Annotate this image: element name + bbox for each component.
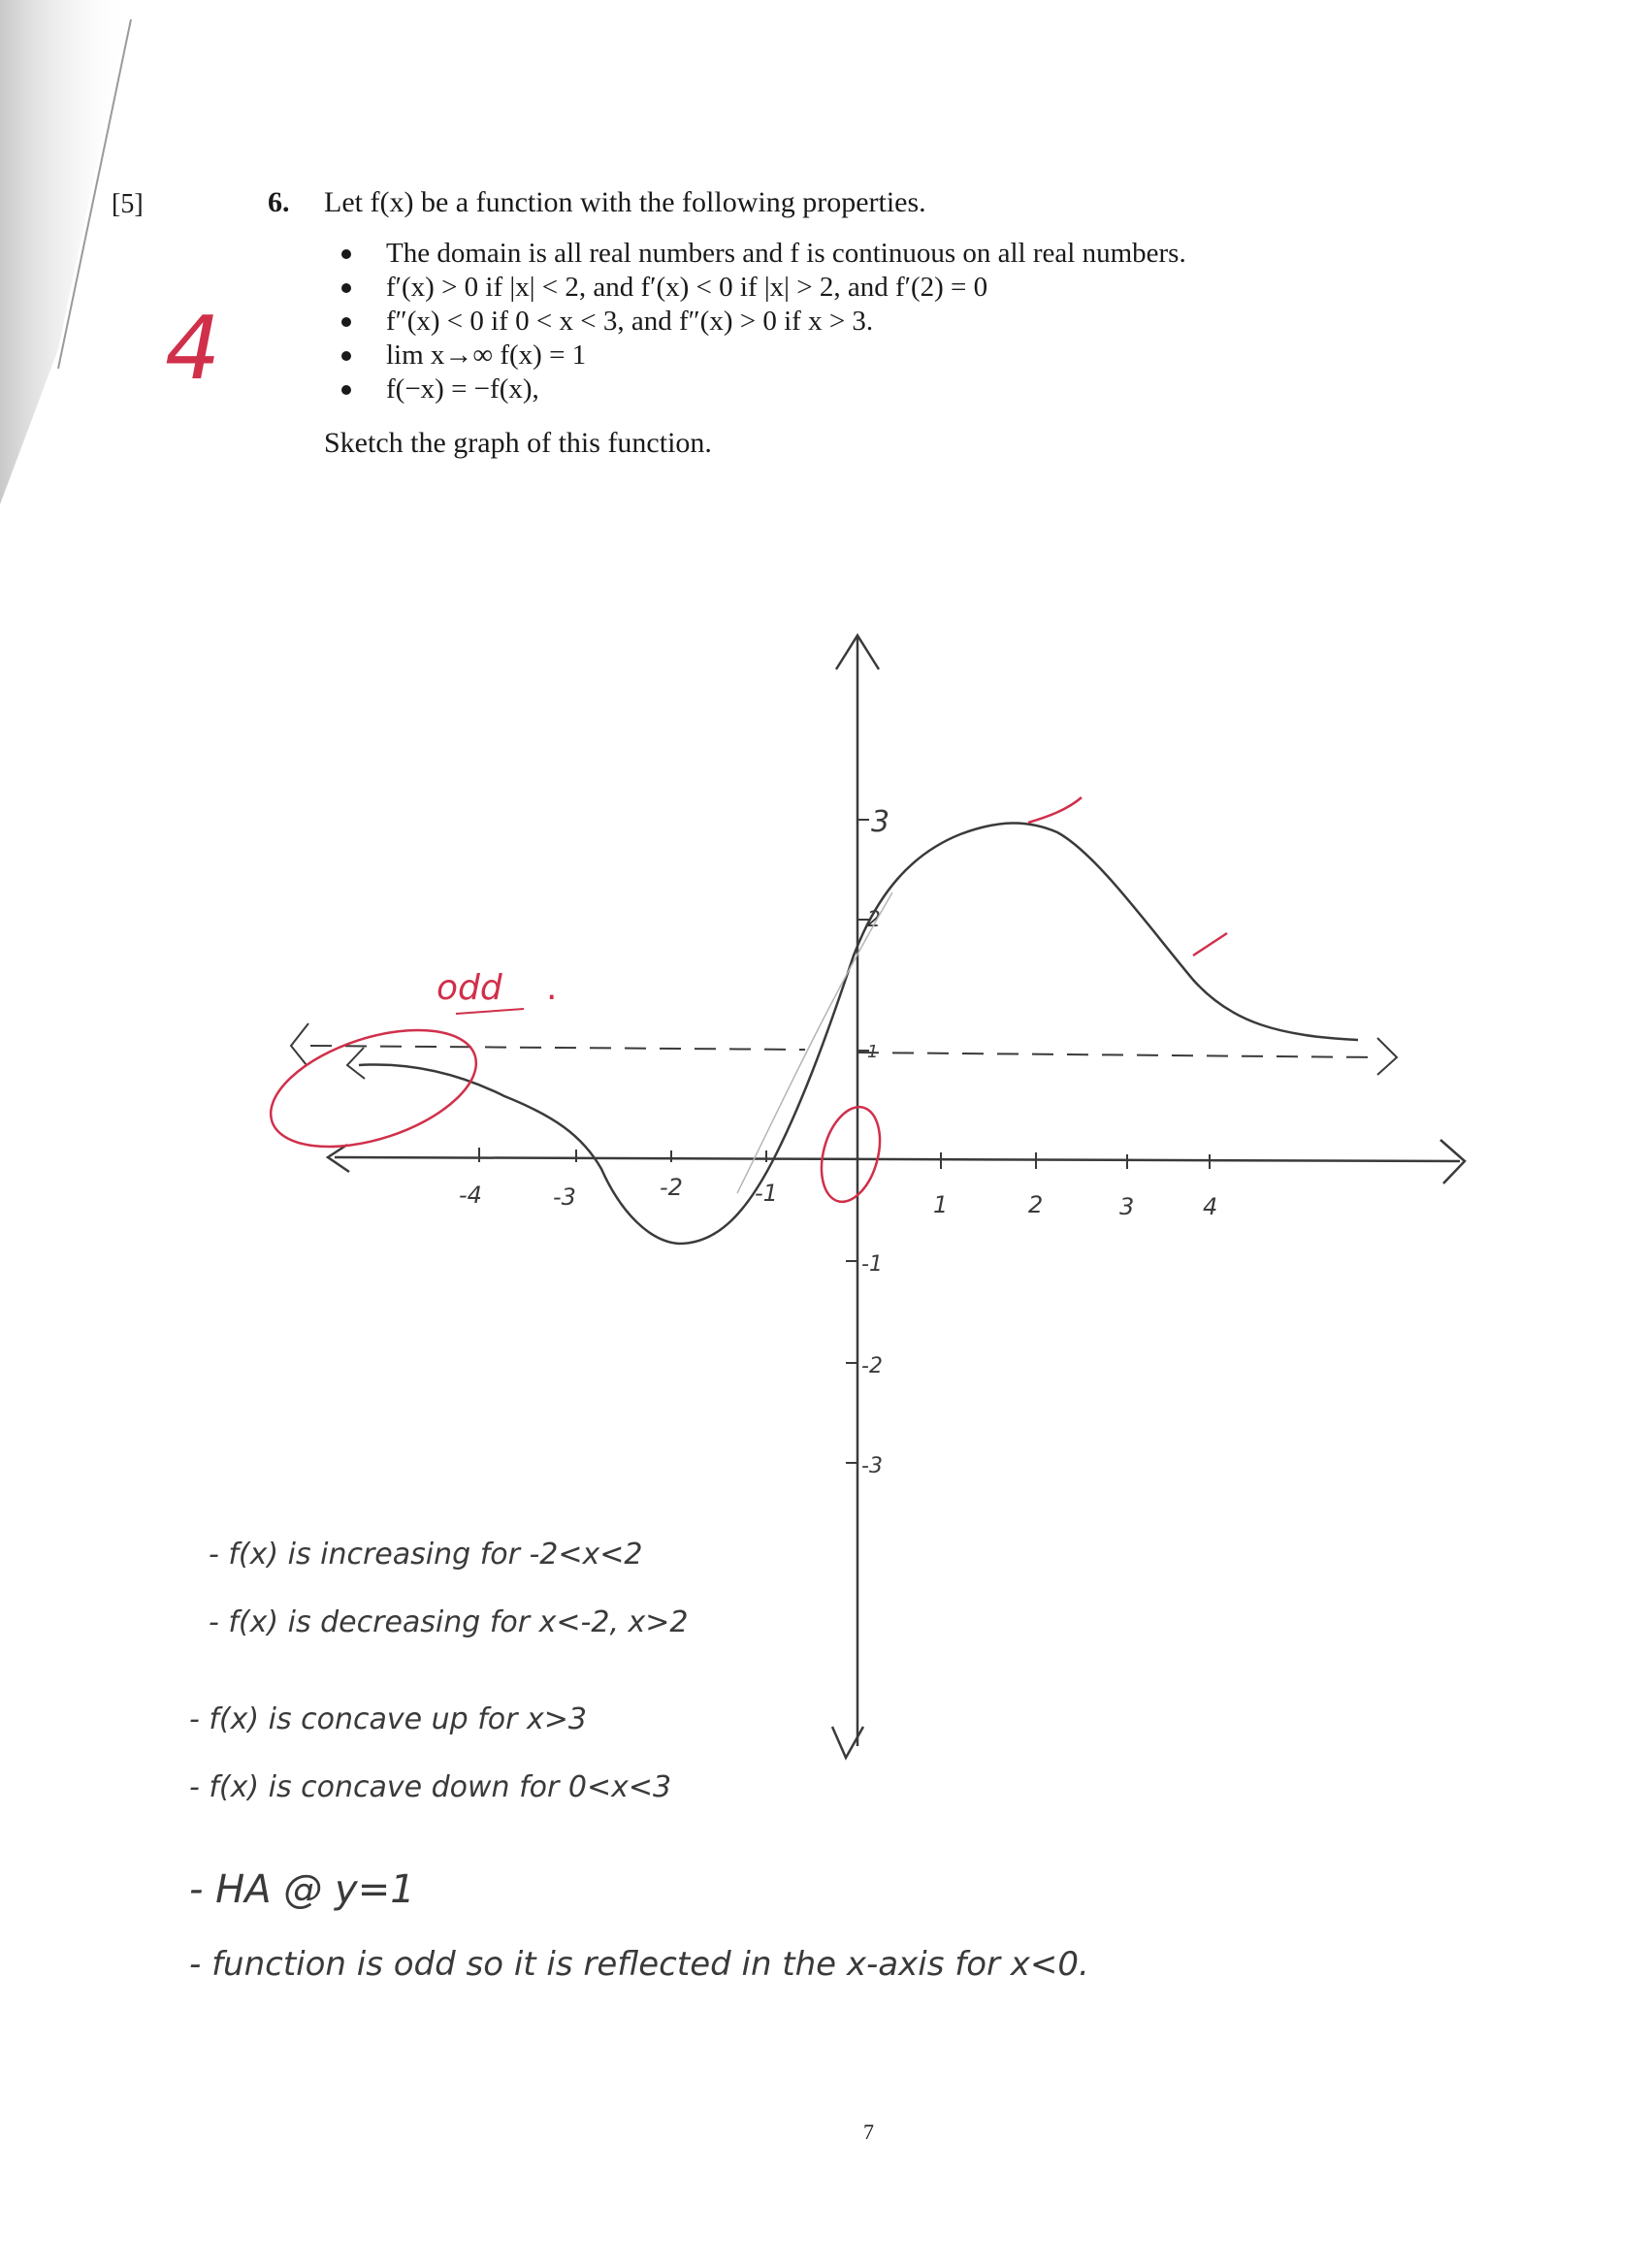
y-tick-label: 3 (871, 805, 890, 839)
property-text: f(−x) = −f(x), (386, 373, 539, 405)
x-tick-label: -2 (660, 1174, 683, 1201)
grader-check-mark (1028, 797, 1082, 823)
y-tick-label: 2 (867, 908, 881, 932)
asymptote-right-arrow (1377, 1038, 1397, 1075)
annotation-underline (456, 1009, 524, 1014)
grader-tick-mark (1193, 933, 1227, 956)
y-tick-label: -1 (861, 1252, 883, 1277)
x-tick-label: -1 (755, 1180, 778, 1207)
left-tail-arrow (347, 1048, 365, 1079)
property-text: The domain is all real numbers and f is continuous on all real numbers. (386, 238, 1186, 269)
note-line: - HA @ y=1 (189, 1867, 415, 1912)
grader-annotation-dot: . (546, 968, 558, 1008)
grader-circle-left (256, 1008, 490, 1170)
x-tick-label: 4 (1203, 1193, 1218, 1220)
grader-score: 4 (165, 298, 221, 400)
property-text: lim x→∞ f(x) = 1 (386, 340, 587, 371)
note-line: - f(x) is concave down for 0<x<3 (189, 1770, 672, 1804)
x-axis (335, 1157, 1460, 1161)
x-tick-label: -4 (459, 1182, 482, 1209)
question-marks: [5] (112, 189, 144, 219)
x-tick-label: -3 (553, 1183, 576, 1211)
note-line: - function is odd so it is reflected in the x-axis for x<0. (189, 1945, 1089, 1984)
grader-annotation: odd (436, 968, 502, 1008)
asymptote-left (310, 1046, 805, 1050)
question-number: 6. (268, 186, 290, 218)
note-line: - f(x) is increasing for -2<x<2 (209, 1538, 643, 1571)
y-tick-label: -3 (861, 1454, 883, 1478)
note-line: - f(x) is concave up for x>3 (189, 1702, 587, 1736)
x-tick-label: 1 (933, 1191, 949, 1218)
asymptote-right (857, 1053, 1377, 1057)
instruction: Sketch the graph of this function. (324, 427, 712, 459)
question-intro: Let f(x) be a function with the following properties. (324, 186, 926, 218)
x-tick-label: 3 (1119, 1193, 1135, 1220)
x-tick-label: 2 (1028, 1191, 1044, 1218)
property-text: f″(x) < 0 if 0 < x < 3, and f″(x) > 0 if x > 3. (386, 306, 874, 337)
asymptote-left-arrow (291, 1023, 308, 1065)
property-text: f′(x) > 0 if |x| < 2, and f′(x) < 0 if |x| > 2, and f′(2) = 0 (386, 272, 988, 303)
page-number: 7 (863, 2120, 874, 2144)
y-tick-label: -2 (861, 1354, 883, 1378)
grader-circle-origin (812, 1100, 889, 1208)
note-line: - f(x) is decreasing for x<-2, x>2 (209, 1605, 689, 1639)
